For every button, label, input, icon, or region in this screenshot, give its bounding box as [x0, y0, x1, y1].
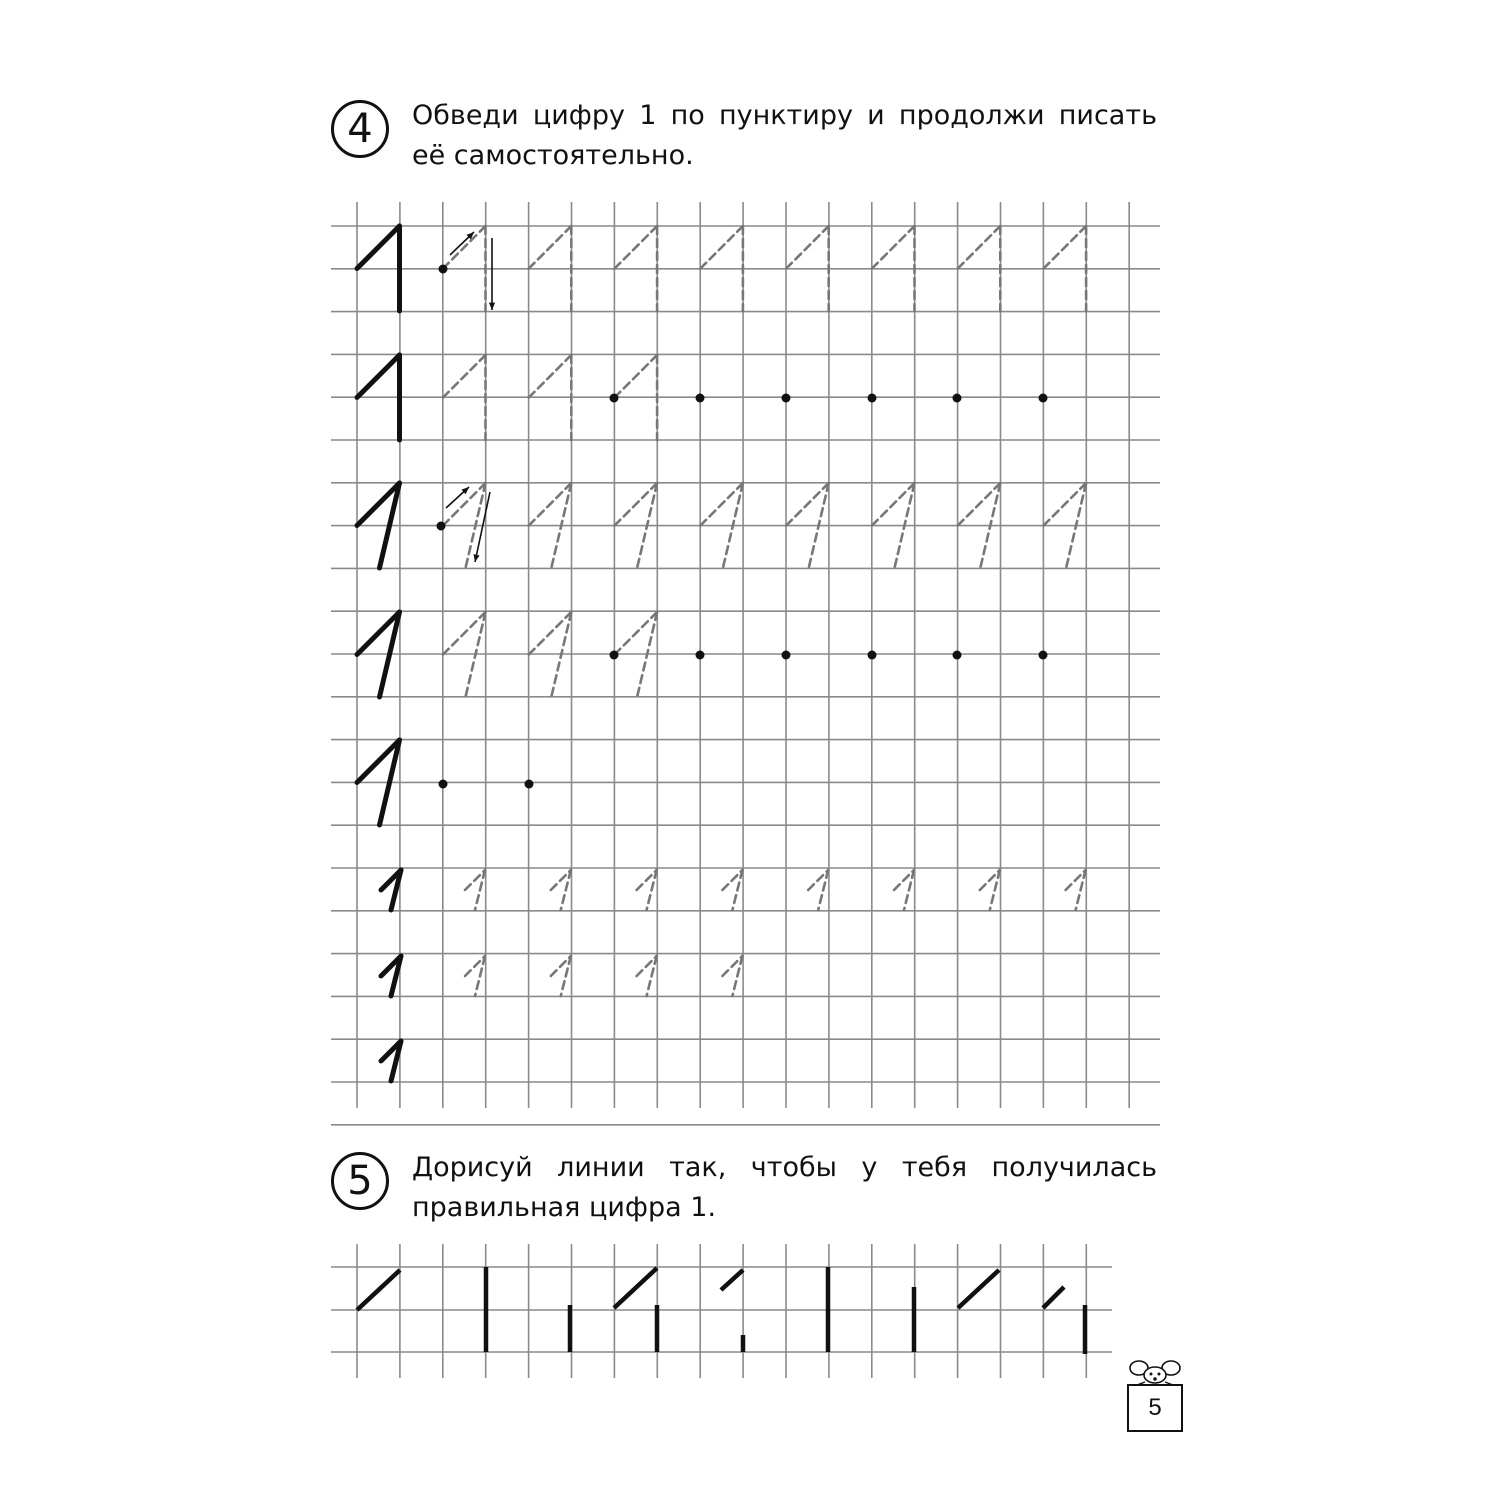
traced-digit-one — [722, 870, 742, 910]
digit-one-flag — [357, 355, 400, 398]
traced-digit-one — [551, 956, 571, 996]
traced-digit-one — [465, 956, 485, 996]
digit-one-flag — [872, 226, 915, 269]
start-dot — [782, 651, 791, 660]
page-number: 5 — [1127, 1384, 1183, 1432]
digit-one-flag — [529, 483, 572, 526]
digit-one-flag — [700, 226, 743, 269]
digit-one-flag — [615, 226, 658, 269]
start-dot — [525, 780, 534, 789]
model-digit-one — [381, 956, 401, 996]
digit-one-flag — [615, 483, 658, 526]
partial-line-segment — [721, 1270, 743, 1290]
start-dot — [953, 394, 962, 403]
digit-one-flag — [443, 355, 486, 398]
traced-digit-one — [722, 956, 742, 996]
start-dot — [696, 651, 705, 660]
digit-one-flag — [615, 355, 658, 398]
start-dot — [696, 394, 705, 403]
arrow-head — [473, 554, 479, 562]
partial-line-segment — [1043, 1287, 1064, 1308]
start-dot — [439, 265, 448, 274]
traced-digit-one — [980, 870, 1000, 910]
stroke-direction-arrow — [446, 487, 469, 508]
traced-digit-one — [894, 870, 914, 910]
start-dot — [1039, 394, 1048, 403]
start-dot — [953, 651, 962, 660]
digit-one-flag — [529, 612, 572, 655]
traced-digit-one — [1066, 870, 1086, 910]
partial-line-segment — [958, 1270, 999, 1308]
partial-line-segment — [614, 1268, 657, 1308]
model-digit-one — [381, 870, 401, 910]
start-dot — [610, 651, 619, 660]
task-5-instruction: Дорисуй линии так, чтобы у тебя получилась правильная цифра 1. — [412, 1152, 1157, 1223]
model-digit-one — [381, 1041, 401, 1081]
start-dot — [1039, 651, 1048, 660]
traced-digit-one — [808, 870, 828, 910]
digit-one-flag — [443, 612, 486, 655]
digit-one-flag — [958, 226, 1001, 269]
task-5-number-badge: 5 — [331, 1152, 389, 1210]
arrow-shaft — [475, 492, 490, 562]
digit-one-flag — [1044, 483, 1087, 526]
traced-digit-one — [637, 956, 657, 996]
stroke-direction-arrow — [450, 232, 474, 255]
digit-one-flag — [529, 226, 572, 269]
start-dot — [868, 651, 877, 660]
task-4-number-badge: 4 — [331, 100, 389, 158]
stroke-direction-arrow — [489, 238, 495, 310]
digit-one-flag — [872, 483, 915, 526]
traced-digit-one — [465, 870, 485, 910]
digit-one-flag — [443, 226, 486, 269]
task-5 — [331, 1148, 1157, 1228]
digit-one-flag — [357, 226, 400, 269]
digit-one-flag — [786, 483, 829, 526]
start-dot — [439, 780, 448, 789]
task-4-instruction: Обведи цифру 1 по пунктиру и продолжи писать её самостоятельно. — [412, 100, 1157, 171]
digit-one-flag — [958, 483, 1001, 526]
digit-one-flag — [529, 355, 572, 398]
start-dot — [610, 394, 619, 403]
traced-digit-one — [551, 870, 571, 910]
arrow-head — [489, 303, 495, 310]
start-dot — [437, 522, 446, 531]
tracing-grid-task-4 — [331, 202, 1160, 1125]
digit-one-flag — [615, 612, 658, 655]
line-grid-task-5 — [331, 1244, 1112, 1378]
page-number-badge — [1127, 1358, 1183, 1432]
digit-one-flag — [700, 483, 743, 526]
partial-line-segment — [357, 1270, 400, 1310]
start-dot — [868, 394, 877, 403]
digit-one-flag — [1044, 226, 1087, 269]
digit-one-flag — [786, 226, 829, 269]
traced-digit-one — [637, 870, 657, 910]
start-dot — [782, 394, 791, 403]
